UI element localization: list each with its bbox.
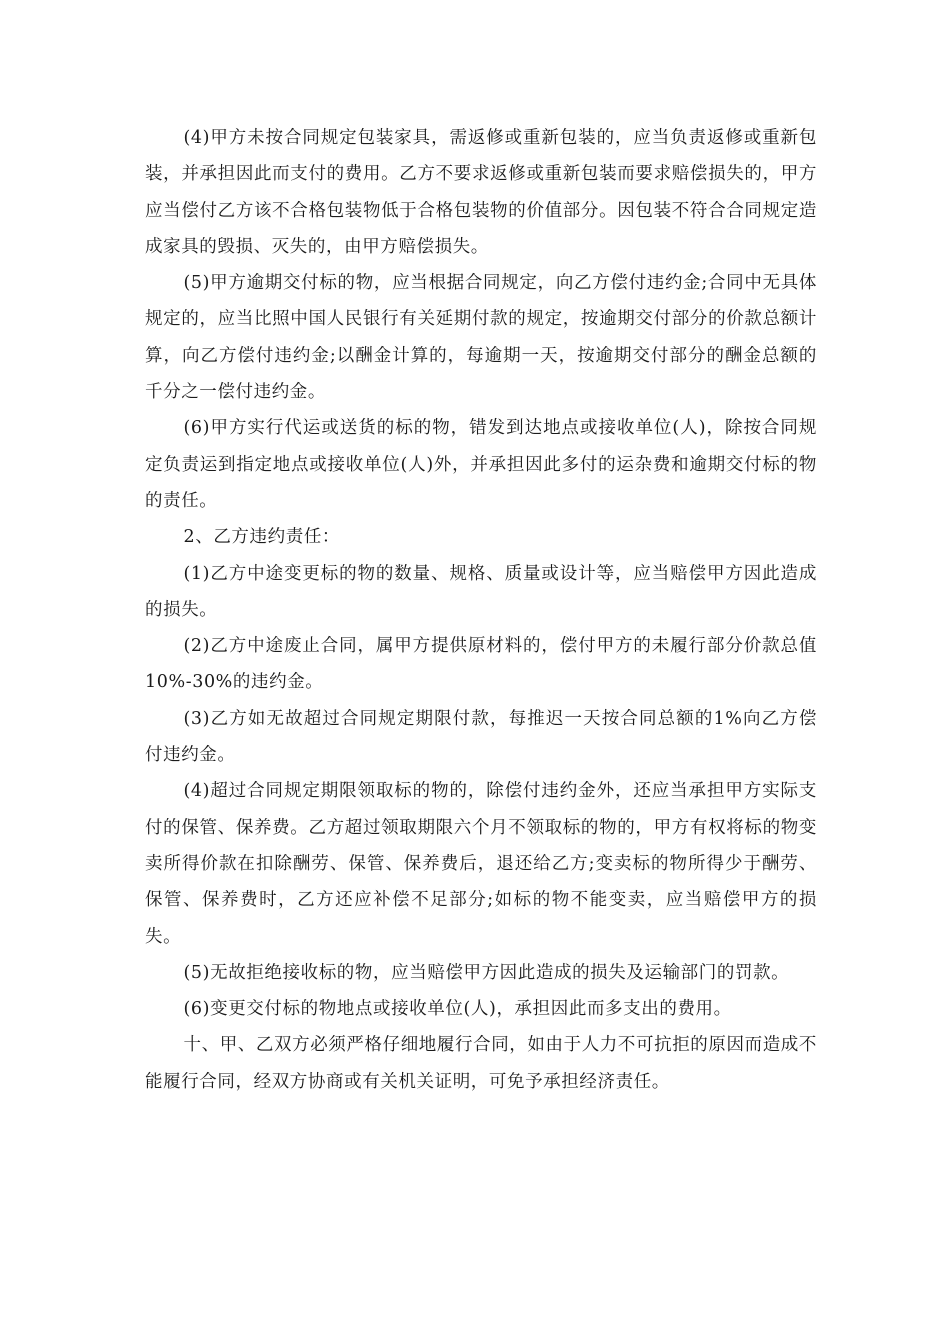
- paragraph-late-payment: (3)乙方如无故超过合同规定期限付款，每推迟一天按合同总额的1%向乙方偿付违约金。: [145, 708, 817, 766]
- paragraph-refusal-to-accept: (5)无故拒绝接收标的物，应当赔偿甲方因此造成的损失及运输部门的罚款。: [183, 962, 790, 983]
- section-heading-party-b-liability: 2、乙方违约责任：: [183, 527, 341, 548]
- paragraph-change-of-location: (6)变更交付标的物地点或接收单位(人)，承担因此而多支出的费用。: [183, 999, 732, 1020]
- paragraph-force-majeure: 十、甲、乙双方必须严格仔细地履行合同，如由于人力不可抗拒的原因而造成不能履行合同，经双方协商或有关机关证明，可免予承担经济责任。: [145, 1035, 817, 1092]
- paragraph-packaging-breach: (4)甲方未按合同规定包装家具，需返修或重新包装的，应当负责返修或重新包装，并承担因此而支付的费用。乙方不要求返修或重新包装而要求赔偿损失的，甲方应当偿付乙方该不合格包装物低于合格包装物的价值部分。因包装不符合合同规定造成家具的毁损、灭失的，由甲方赔偿损失。: [145, 128, 817, 257]
- document-body: [145, 120, 817, 1100]
- paragraph-late-pickup: (4)超过合同规定期限领取标的物的，除偿付违约金外，还应当承担甲方实际支付的保管、保养费。乙方超过领取期限六个月不领取标的物的，甲方有权将标的物变卖所得价款在扣除酬劳、保管、保养费后，退还给乙方;变卖标的物所得少于酬劳、保管、保养费时，乙方还应补偿不足部分;如标的物不能变卖，应当赔偿甲方的损失。: [145, 781, 817, 947]
- paragraph-late-delivery: (5)甲方逾期交付标的物，应当根据合同规定，向乙方偿付违约金;合同中无具体规定的，应当比照中国人民银行有关延期付款的规定，按逾期交付部分的价款总额计算，向乙方偿付违约金;以酬金计算的，每逾期一天，按逾期交付部分的酬金总额的千分之一偿付违约金。: [145, 273, 817, 403]
- paragraph-contract-termination: (2)乙方中途废止合同，属甲方提供原材料的，偿付甲方的未履行部分价款总值10%-30%的违约金。: [145, 636, 817, 693]
- paragraph-misdelivery: (6)甲方实行代运或送货的标的物，错发到达地点或接收单位(人)，除按合同规定负责运到指定地点或接收单位(人)外，并承担因此多付的运杂费和逾期交付标的物的责任。: [145, 418, 817, 511]
- paragraph-change-of-subject: (1)乙方中途变更标的物的数量、规格、质量或设计等，应当赔偿甲方因此造成的损失。: [145, 563, 817, 620]
